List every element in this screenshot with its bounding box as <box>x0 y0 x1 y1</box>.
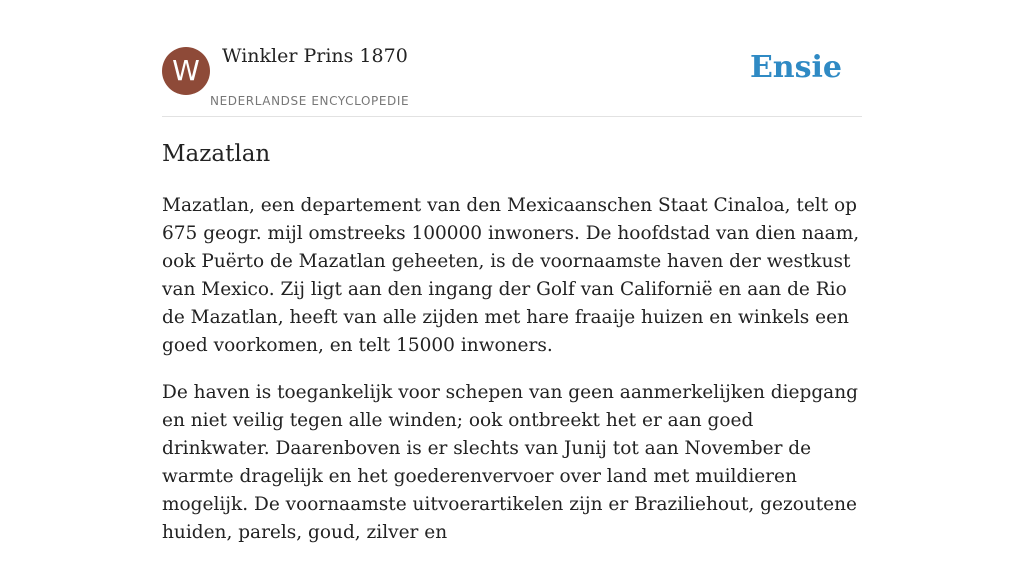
article-title: Mazatlan <box>162 141 271 167</box>
source-avatar[interactable]: W <box>162 47 210 95</box>
site-header <box>162 0 862 117</box>
article <box>162 138 862 566</box>
article-paragraph-1: Mazatlan, een departement van den Mexicaanschen Staat Cinaloa, telt op 675 geogr. mijl omstreeks 100000 inwoners. De hoofdstad van dien naam, ook Puërto de Mazatlan geheeten, is de voornaamste haven der westkust van Mexico. Zij ligt aan den ingang der Golf van Californië en aan de Rio de Mazatlan, heeft van alle zijden met hare fraaije huizen en winkels een goed voorkomen, en telt 15000 inwoners. <box>162 195 860 356</box>
source-subtitle: NEDERLANDSE ENCYCLOPEDIE <box>210 94 410 108</box>
article-paragraph-2: De haven is toegankelijk voor schepen van geen aanmerkelijken diepgang en niet veilig tegen alle winden; ook ontbreekt het er aan goed drinkwater. Daarenboven is er slechts van Junij tot aan November de warmte dragelijk en het goederenvervoer over land met muildieren mogelijk. De voornaamste uitvoerartikelen zijn er Braziliehout, gezoutene huiden, parels, goud, zilver en <box>162 382 858 543</box>
source-title[interactable]: Winkler Prins 1870 <box>222 45 408 67</box>
ensie-logo-link[interactable]: Ensie <box>749 50 842 85</box>
